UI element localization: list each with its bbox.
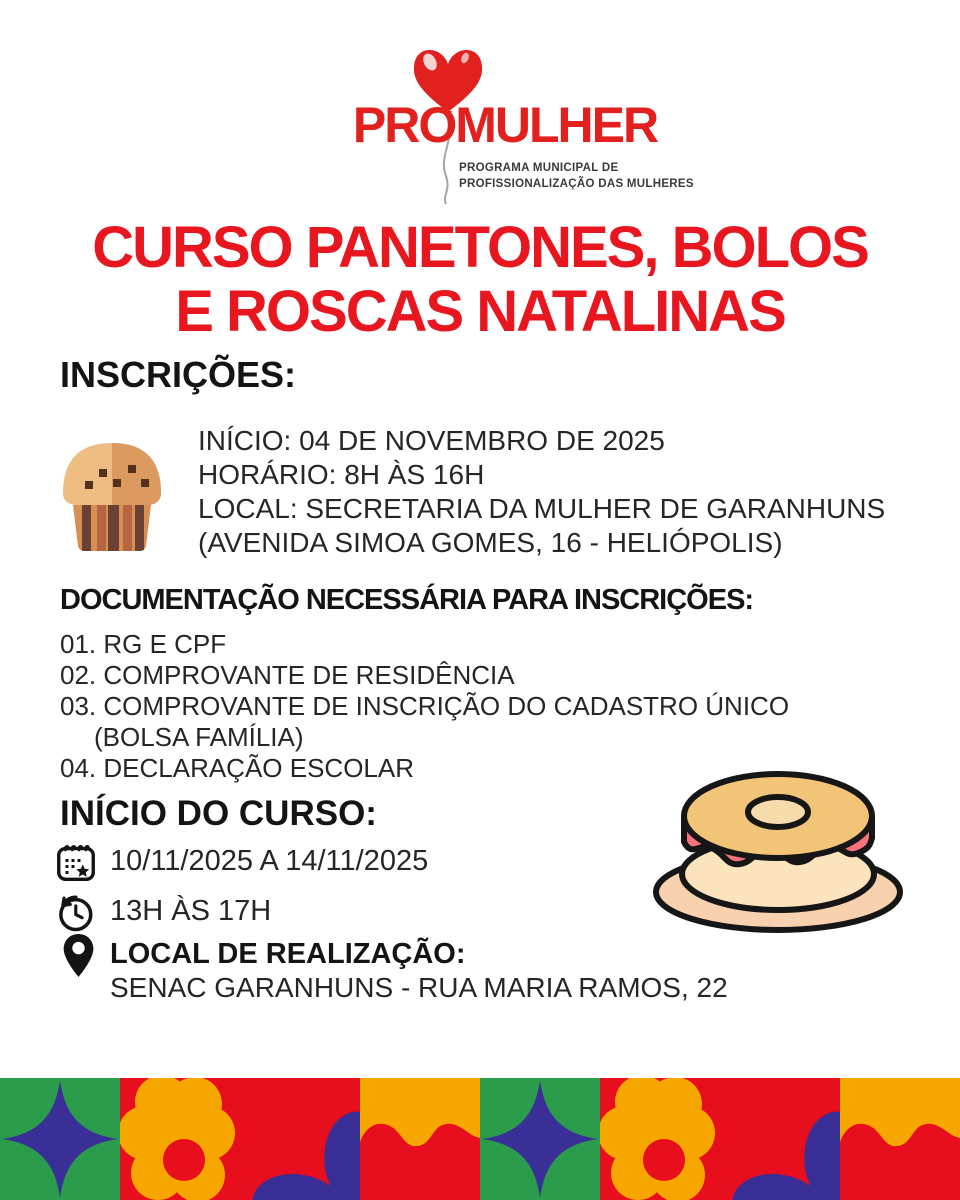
logo-tagline (459, 161, 694, 192)
decor-tile-wave (360, 1078, 480, 1200)
decor-tile-star (0, 1078, 120, 1200)
decor-tile-star (480, 1078, 600, 1200)
page-title (0, 216, 960, 344)
flower-shape (120, 1078, 235, 1200)
decor-tile-heart (240, 1078, 360, 1200)
doc-item-1: 01. RG E CPF (60, 629, 227, 659)
logo-tagline-line1: PROGRAMA MUNICIPAL DE (459, 162, 619, 174)
documentacao-heading: DOCUMENTAÇÃO NECESSÁRIA PARA INSCRIÇÕES: (60, 584, 754, 616)
flower-center (643, 1139, 685, 1181)
inscricoes-heading: INSCRIÇÕES: (60, 354, 297, 395)
footer-decor-strip (0, 1078, 960, 1200)
bundt-cake-icon (642, 746, 914, 938)
inscricoes-line-local: LOCAL: SECRETARIA DA MULHER DE GARANHUNS (198, 493, 886, 524)
decor-tile-wave (840, 1078, 960, 1200)
logo-wordmark: PROMULHER (352, 97, 658, 153)
doc-item-2: 02. COMPROVANTE DE RESIDÊNCIA (60, 660, 515, 690)
curso-location-label: LOCAL DE REALIZAÇÃO: (110, 938, 466, 970)
doc-item-3: 03. COMPROVANTE DE INSCRIÇÃO DO CADASTRO ÚNICO (60, 691, 790, 721)
cake-hole (748, 797, 808, 827)
clock-history-icon (53, 891, 97, 935)
curso-hours: 13H ÀS 17H (110, 895, 272, 927)
inscricoes-line-endereco: (AVENIDA SIMOA GOMES, 16 - HELIÓPOLIS) (198, 527, 783, 558)
curso-dates: 10/11/2025 A 14/11/2025 (110, 845, 429, 877)
panettone-cup (73, 505, 151, 551)
logo-tagline-line2: PROFISSIONALIZAÇÃO DAS MULHERES (459, 177, 694, 190)
page-title-line2: E ROSCAS NATALINAS (175, 279, 785, 344)
decor-tile-heart (720, 1078, 840, 1200)
doc-item-4: 04. DECLARAÇÃO ESCOLAR (60, 753, 415, 783)
inscricoes-line-inicio: INÍCIO: 04 DE NOVEMBRO DE 2025 (198, 425, 665, 456)
decor-tile-flower (120, 1078, 240, 1200)
doc-item-3-continued: (BOLSA FAMÍLIA) (94, 722, 304, 752)
flower-shape (600, 1078, 715, 1200)
flower-center (163, 1139, 205, 1181)
decor-tile-flower (600, 1078, 720, 1200)
inscricoes-line-horario: HORÁRIO: 8H ÀS 16H (198, 459, 485, 490)
panettone-icon (57, 437, 167, 551)
curso-heading: INÍCIO DO CURSO: (60, 794, 377, 833)
page-title-line1: CURSO PANETONES, BOLOS (92, 215, 868, 280)
calendar-icon (55, 841, 97, 883)
curso-location-value: SENAC GARANHUNS - RUA MARIA RAMOS, 22 (110, 972, 728, 1003)
location-pin-icon (62, 932, 95, 979)
inscricoes-details (198, 424, 918, 560)
